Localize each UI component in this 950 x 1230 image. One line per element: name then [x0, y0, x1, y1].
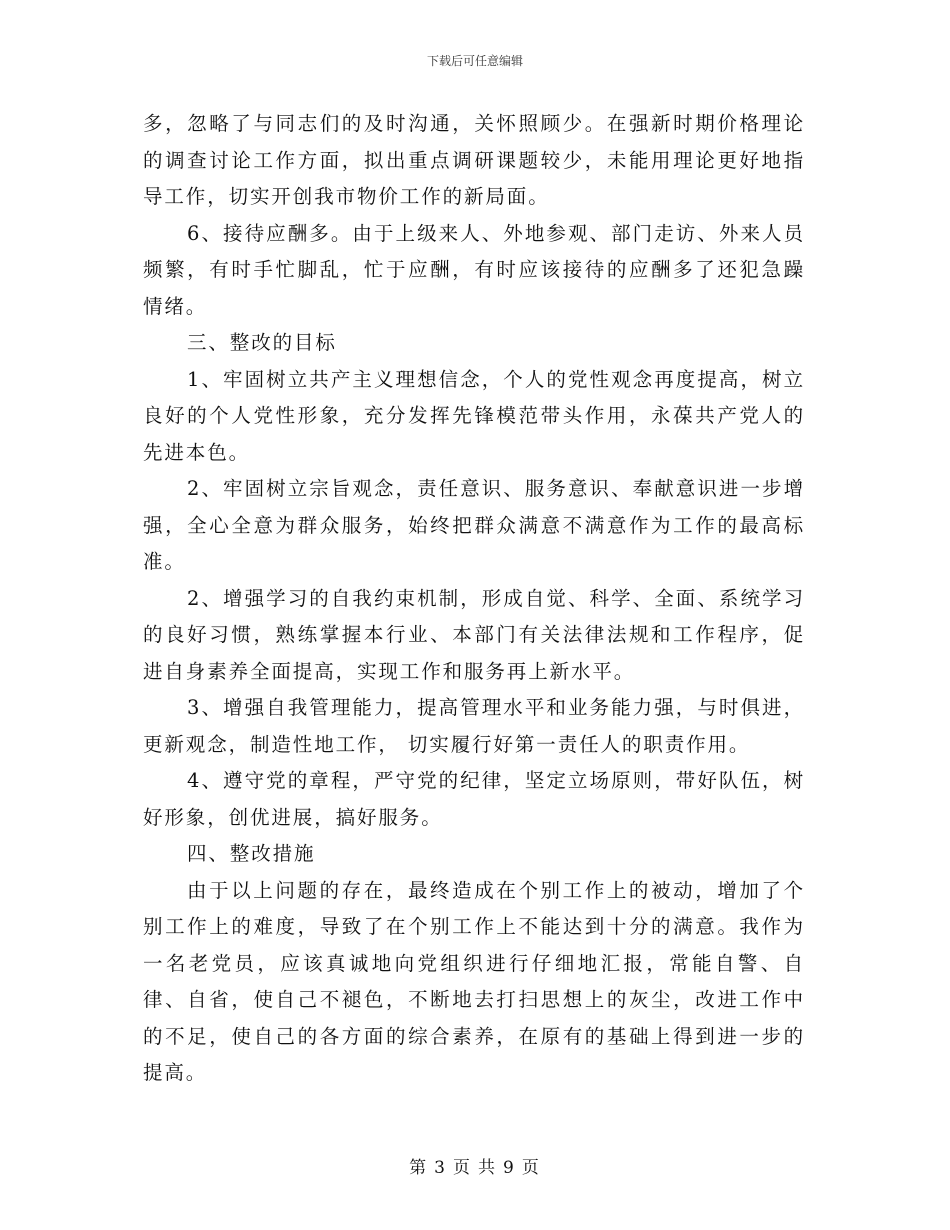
- section-heading-measures: 四、整改措施: [187, 842, 316, 865]
- paragraph-measures: 由于以上问题的存在，最终造成在个别工作上的被动，增加了个别工作上的难度，导致了在个别工作上不能达到十分的满意。我作为一名老党员，应该真诚地向党组织进行仔细地汇报，常能自警、自律、自省，使自己不褪色，不断地去打扫思想上的灰尘，改进工作中的不足，使自己的各方面的综合素养，在原有的基础上得到进一步的提高。: [143, 878, 805, 1084]
- document-body: [143, 106, 805, 1092]
- paragraph-goal-3: 3、增强自我管理能力，提高管理水平和业务能力强，与时俱进，更新观念，制造性地工作， 切实履行好第一责任人的职责作用。: [143, 696, 805, 756]
- page-total: 9: [503, 1158, 516, 1178]
- page-unit: 页: [453, 1158, 472, 1178]
- total-unit: 页: [521, 1158, 541, 1178]
- paragraph-goal-4: 4、遵守党的章程，严守党的纪律，坚定立场原则，带好队伍，树好形象，创优进展，搞好服务。: [143, 769, 805, 829]
- page-label: 第: [409, 1158, 429, 1178]
- total-label: 共: [478, 1158, 497, 1178]
- page-current: 3: [434, 1158, 447, 1178]
- paragraph-goal-2a: 2、牢固树立宗旨观念，责任意识、服务意识、奉献意识进一步增强，全心全意为群众服务，始终把群众满意不满意作为工作的最高标准。: [143, 477, 805, 573]
- section-heading-goals: 三、整改的目标: [187, 331, 337, 354]
- page-footer: [0, 1153, 950, 1178]
- paragraph-item-6: 6、接待应酬多。由于上级来人、外地参观、部门走访、外来人员频繁，有时手忙脚乱，忙于应酬，有时应该接待的应酬多了还犯急躁情绪。: [143, 221, 805, 318]
- paragraph-goal-2b: 2、增强学习的自我约束机制，形成自觉、科学、全面、系统学习的良好习惯，熟练掌握本行业、本部门有关法律法规和工作程序，促进自身素养全面提高，实现工作和服务再上新水平。: [143, 586, 805, 683]
- paragraph-goal-1: 1、牢固树立共产主义理想信念，个人的党性观念再度提高，树立良好的个人党性形象，充分发挥先锋模范带头作用，永葆共产党人的先进本色。: [143, 367, 805, 464]
- header-note: 下载后可任意编辑: [426, 54, 523, 68]
- paragraph-continuation: 多，忽略了与同志们的及时沟通，关怀照顾少。在强新时期价格理论的调查讨论工作方面，拟出重点调研课题较少，未能用理论更好地指导工作，切实开创我市物价工作的新局面。: [143, 112, 805, 208]
